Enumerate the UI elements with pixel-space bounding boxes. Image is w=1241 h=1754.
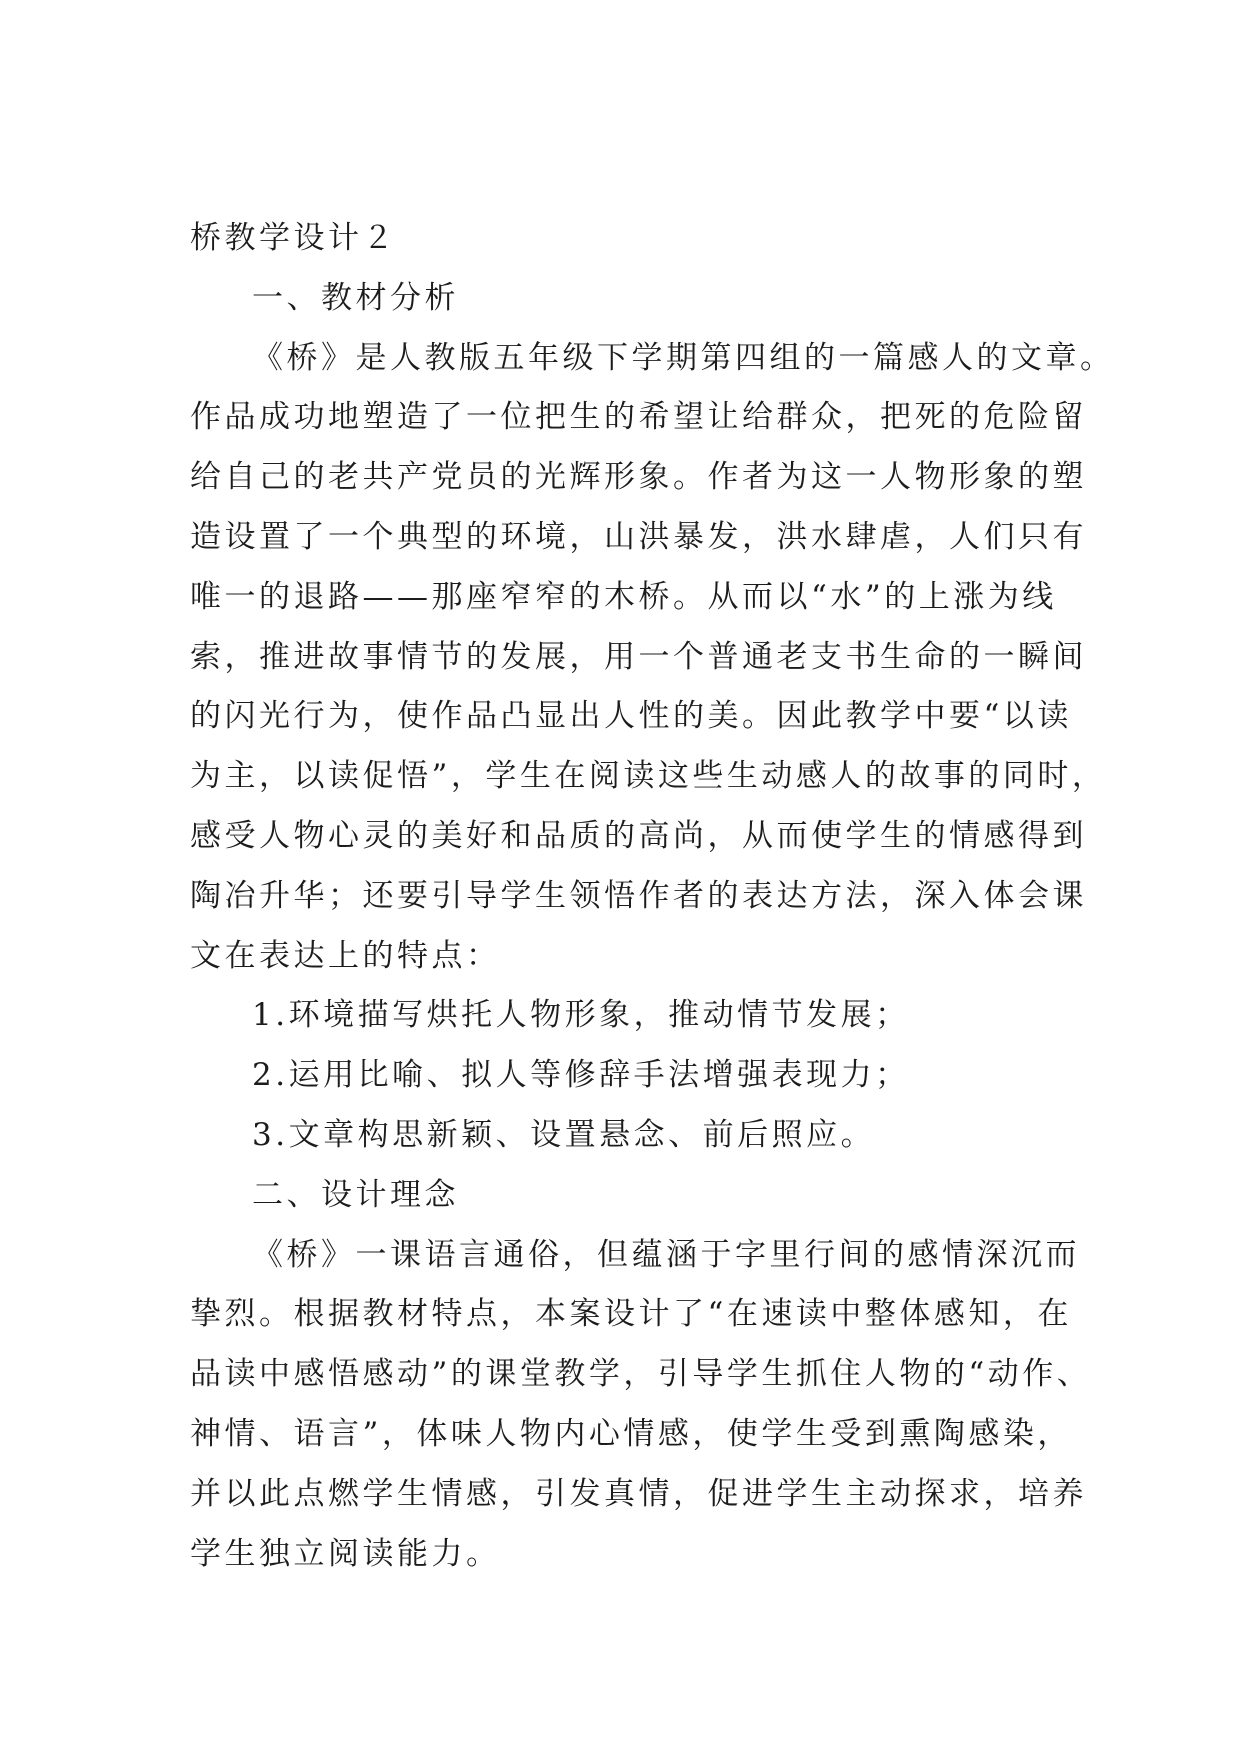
paragraph-line: 挚烈。根据教材特点，本案设计了“在速读中整体感知，在 — [190, 1296, 1072, 1333]
paragraph-line: 并以此点燃学生情感，引发真情，促进学生主动探求，培养 — [190, 1475, 1087, 1512]
paragraph-line: 陶冶升华；还要引导学生领悟作者的表达方法，深入体会课 — [190, 877, 1087, 914]
document-page — [190, 209, 1115, 1584]
section-paragraph-analysis — [190, 329, 1115, 987]
paragraph-line: 造设置了一个典型的环境，山洪暴发，洪水肆虐，人们只有 — [190, 518, 1087, 555]
paragraph-line: 《桥》是人教版五年级下学期第四组的一篇感人的文章。 — [252, 339, 1115, 376]
paragraph-line: 文在表达上的特点： — [190, 937, 501, 974]
paragraph-line: 《桥》一课语言通俗，但蕴涵于字里行间的感情深沉而 — [252, 1236, 1080, 1273]
paragraph-line: 神情、语言”，体味人物内心情感，使学生受到熏陶感染， — [190, 1415, 1072, 1452]
paragraph-line: 为主，以读促悟”，学生在阅读这些生动感人的故事的同时， — [190, 758, 1107, 795]
paragraph-line: 索，推进故事情节的发展，用一个普通老支书生命的一瞬间 — [190, 638, 1087, 675]
section-paragraph-concept — [190, 1226, 1092, 1585]
list-item: 3.文章构思新颖、设置悬念、前后照应。 — [252, 1116, 876, 1153]
section-heading-analysis: 一、教材分析 — [252, 279, 459, 316]
paragraph-line: 作品成功地塑造了一位把生的希望让给群众，把死的危险留 — [190, 399, 1087, 436]
paragraph-line: 的闪光行为，使作品凸显出人性的美。因此教学中要“以读 — [190, 698, 1072, 735]
document-title: 桥教学设计２ — [190, 220, 397, 256]
paragraph-line: 品读中感悟感动”的课堂教学，引导学生抓住人物的“动作、 — [190, 1356, 1092, 1393]
paragraph-line: 唯一的退路——那座窄窄的木桥。从而以“水”的上涨为线 — [190, 578, 1057, 615]
list-item: 2.运用比喻、拟人等修辞手法增强表现力； — [252, 1057, 910, 1094]
paragraph-line: 感受人物心灵的美好和品质的高尚，从而使学生的情感得到 — [190, 817, 1087, 854]
paragraph-line: 给自己的老共产党员的光辉形象。作者为这一人物形象的塑 — [190, 459, 1087, 496]
list-item: 1.环境描写烘托人物形象，推动情节发展； — [252, 997, 910, 1034]
section-heading-concept: 二、设计理念 — [252, 1176, 459, 1213]
paragraph-line: 学生独立阅读能力。 — [190, 1535, 501, 1572]
